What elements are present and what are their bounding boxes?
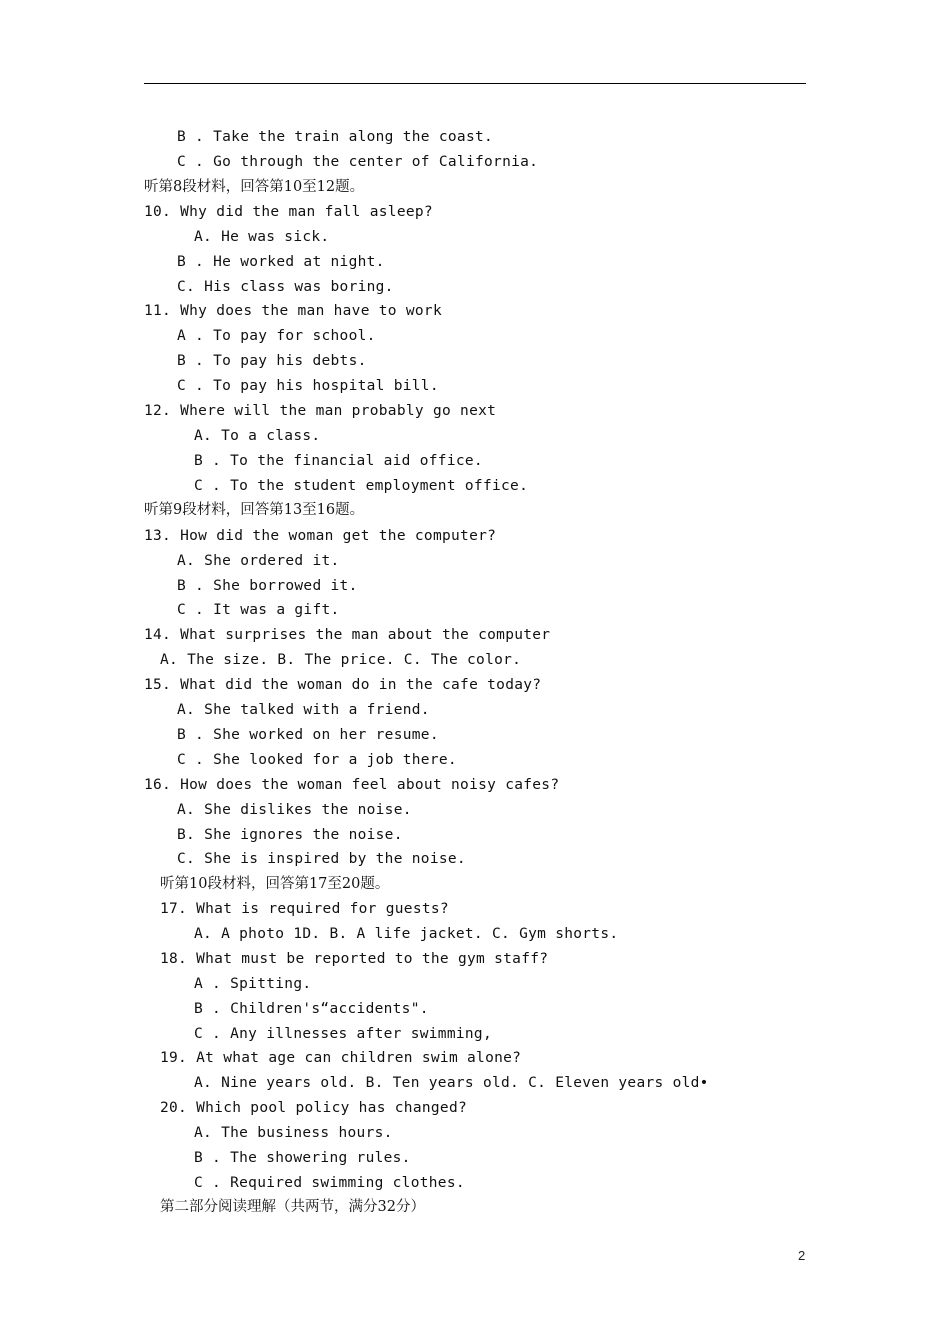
option-line: C . To the student employment office. (194, 478, 529, 494)
option-line: A . Spitting. (194, 976, 312, 992)
option-line: C . Required swimming clothes. (194, 1175, 465, 1191)
option-line: B . Children's“accidents". (194, 1001, 429, 1017)
option-line: C. His class was boring. (177, 279, 394, 295)
option-line: A. He was sick. (194, 229, 330, 245)
option-line: B . She borrowed it. (177, 578, 358, 594)
question-line: 11. Why does the man have to work (144, 303, 442, 319)
question-line: 13. How did the woman get the computer? (144, 528, 497, 544)
option-line: A. She dislikes the noise. (177, 802, 412, 818)
option-line: C . Any illnesses after swimming, (194, 1026, 492, 1042)
option-line: B . To pay his debts. (177, 353, 367, 369)
option-line: C. She is inspired by the noise. (177, 851, 466, 867)
question-line: 19. At what age can children swim alone? (160, 1050, 522, 1066)
section-heading: 听第8段材料，回答第10至12题。 (144, 179, 365, 195)
page-number: 2 (798, 1248, 806, 1263)
question-line: 14. What surprises the man about the computer (144, 627, 551, 643)
option-line: A. A photo 1D. B. A life jacket. C. Gym shorts. (194, 926, 619, 942)
header-rule (144, 83, 806, 84)
option-line: A. The size. B. The price. C. The color. (160, 652, 522, 668)
section-heading: 第二部分阅读理解（共两节，满分32分） (160, 1199, 425, 1215)
question-line: 18. What must be reported to the gym staff? (160, 951, 549, 967)
option-line: B . He worked at night. (177, 254, 385, 270)
option-line: C . To pay his hospital bill. (177, 378, 439, 394)
question-line: 16. How does the woman feel about noisy cafes? (144, 777, 560, 793)
option-line: C . It was a gift. (177, 602, 340, 618)
option-line: B. She ignores the noise. (177, 827, 403, 843)
question-line: 10. Why did the man fall asleep? (144, 204, 433, 220)
option-line: A. The business hours. (194, 1125, 393, 1141)
option-line: C . She looked for a job there. (177, 752, 457, 768)
option-line: B . Take the train along the coast. (177, 129, 494, 145)
option-line: A. Nine years old. B. Ten years old. C. Eleven years old• (194, 1075, 709, 1091)
option-line: B . She worked on her resume. (177, 727, 439, 743)
question-line: 12. Where will the man probably go next (144, 403, 497, 419)
option-line: B . To the financial aid office. (194, 453, 483, 469)
option-line: C . Go through the center of California. (177, 154, 539, 170)
question-line: 15. What did the woman do in the cafe today? (144, 677, 542, 693)
option-line: A. She ordered it. (177, 553, 340, 569)
question-line: 20. Which pool policy has changed? (160, 1100, 468, 1116)
question-line: 17. What is required for guests? (160, 901, 449, 917)
option-line: B . The showering rules. (194, 1150, 411, 1166)
section-heading: 听第9段材料，回答第13至16题。 (144, 502, 365, 518)
section-heading: 听第10段材料，回答第17至20题。 (160, 876, 390, 892)
option-line: A. She talked with a friend. (177, 702, 430, 718)
option-line: A . To pay for school. (177, 328, 376, 344)
option-line: A. To a class. (194, 428, 321, 444)
